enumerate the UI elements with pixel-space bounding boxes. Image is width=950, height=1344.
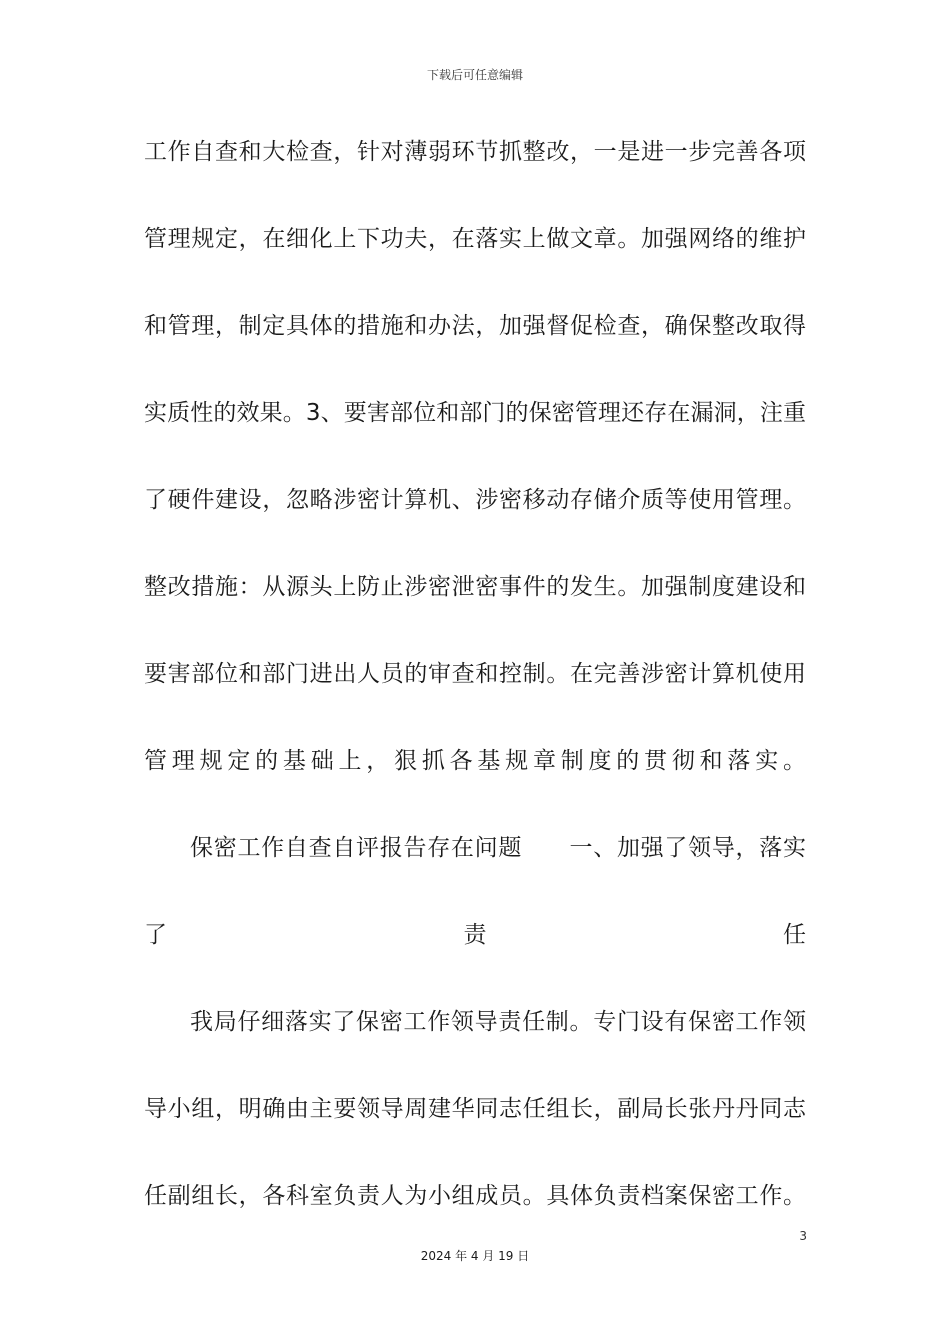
paragraph-line: 整改措施：从源头上防止涉密泄密事件的发生。加强制度建设和: [144, 574, 806, 600]
section-heading-line: 了责任: [144, 922, 806, 948]
paragraph-line: 实质性的效果。3、要害部位和部门的保密管理还存在漏洞，注重: [144, 400, 806, 426]
page-number: 3: [799, 1229, 807, 1243]
document-body: [144, 127, 806, 1258]
paragraph-line: 要害部位和部门进出人员的审查和控制。在完善涉密计算机使用: [144, 661, 806, 687]
paragraph-line: 管理规定的基础上，狠抓各基规章制度的贯彻和落实。: [144, 748, 806, 774]
paragraph-line: 了硬件建设，忽略涉密计算机、涉密移动存储介质等使用管理。: [144, 487, 806, 513]
paragraph-line: 我局仔细落实了保密工作领导责任制。专门设有保密工作领: [190, 1009, 806, 1035]
paragraph-line: 和管理，制定具体的措施和办法，加强督促检查，确保整改取得: [144, 313, 806, 339]
paragraph-line: 导小组，明确由主要领导周建华同志任组长，副局长张丹丹同志: [144, 1096, 806, 1122]
header-note: 下载后可任意编辑: [426, 68, 523, 82]
footer-date: 2024 年 4 月 19 日: [420, 1249, 530, 1263]
paragraph-line: 管理规定，在细化上下功夫，在落实上做文章。加强网络的维护: [144, 226, 806, 252]
paragraph-line: 任副组长，各科室负责人为小组成员。具体负责档案保密工作。: [144, 1183, 806, 1209]
paragraph-line: 工作自查和大检查，针对薄弱环节抓整改，一是进一步完善各项: [144, 139, 806, 165]
section-heading-line: 保密工作自查自评报告存在问题 一、加强了领导，落实: [190, 835, 806, 861]
